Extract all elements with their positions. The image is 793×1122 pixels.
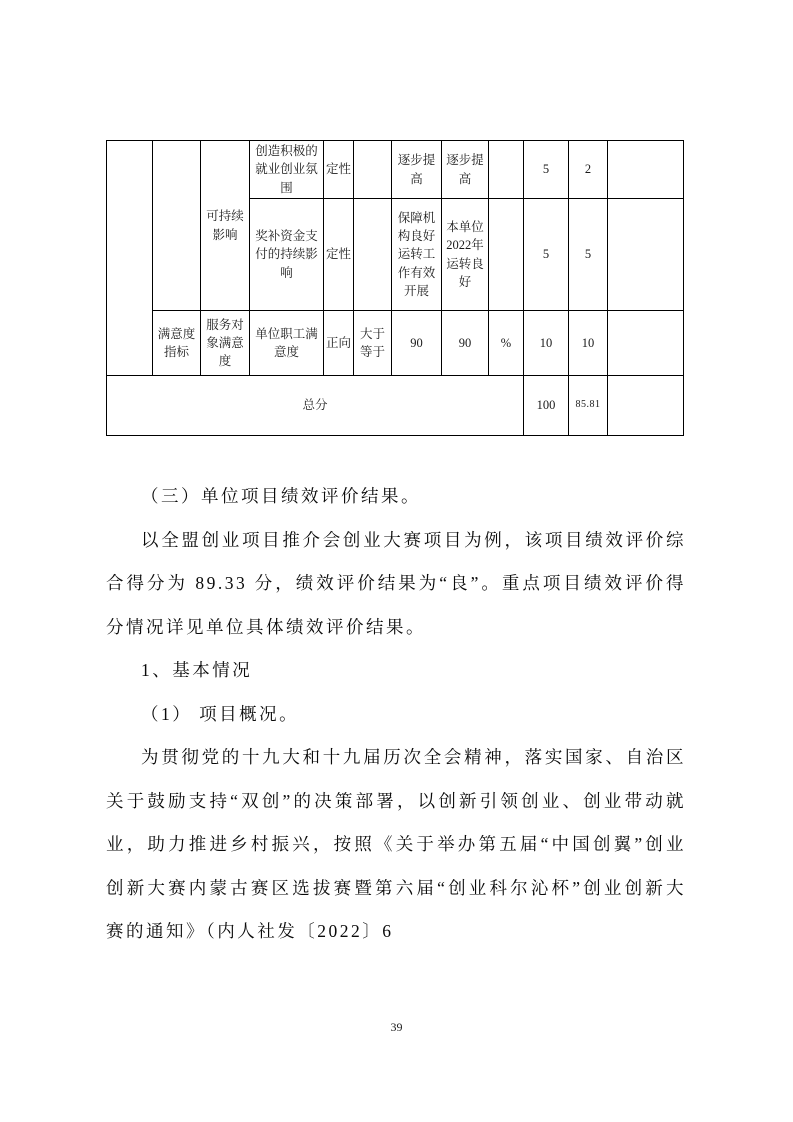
cell-service-group: 服务对象满意度 bbox=[201, 311, 250, 376]
cell-actual-satisfaction: 90 bbox=[442, 311, 489, 376]
cell-target-atmosphere: 逐步提高 bbox=[392, 141, 442, 199]
cell-criteria-satisfaction: 大于等于 bbox=[354, 311, 392, 376]
cell-total-score: 85.81 bbox=[569, 376, 608, 436]
cell-target-satisfaction: 90 bbox=[392, 311, 442, 376]
cell-direction-satisfaction: 正向 bbox=[324, 311, 354, 376]
cell-score-funds: 5 bbox=[569, 199, 608, 311]
cell-subcategory-empty bbox=[153, 141, 201, 311]
cell-note-atmosphere bbox=[608, 141, 684, 199]
project-overview-heading: （1） 项目概况。 bbox=[141, 703, 300, 724]
document-body bbox=[106, 475, 686, 954]
evaluation-result-paragraph: 以全盟创业项目推介会创业大赛项目为例，该项目绩效评价综合得分为 89.33 分，绩效评价结果为“良”。重点项目绩效评价得分情况详见单位具体绩效评价结果。 bbox=[106, 529, 686, 637]
cell-unit-satisfaction: % bbox=[489, 311, 524, 376]
cell-unit-atmosphere bbox=[489, 141, 524, 199]
cell-actual-funds: 本单位2022年运转良好 bbox=[442, 199, 489, 311]
cell-sustain-group: 可持续影响 bbox=[201, 141, 250, 311]
basic-info-heading: 1、基本情况 bbox=[141, 660, 253, 680]
project-background-paragraph: 为贯彻党的十九大和十九届历次全会精神，落实国家、自治区关于鼓励支持“双创”的决策部署，以创新引领创业、创业带动就业，助力推进乡村振兴，按照《关于举办第五届“中国创翼”创业创新大赛内蒙古赛区选拔赛暨第六届“创业科尔沁杯”创业创新大赛的通知》（内人社发〔2022〕6 bbox=[106, 747, 686, 941]
cell-indicator-atmosphere: 创造积极的就业创业氛围 bbox=[250, 141, 324, 199]
cell-indicator-satisfaction: 单位职工满意度 bbox=[250, 311, 324, 376]
cell-target-funds: 保障机构良好运转工作有效开展 bbox=[392, 199, 442, 311]
cell-category-empty bbox=[107, 141, 153, 376]
cell-weight-funds: 5 bbox=[524, 199, 569, 311]
cell-criteria-funds bbox=[354, 199, 392, 311]
performance-indicators-table bbox=[106, 140, 684, 436]
cell-weight-satisfaction: 10 bbox=[524, 311, 569, 376]
cell-criteria-atmosphere bbox=[354, 141, 392, 199]
cell-total-note bbox=[608, 376, 684, 436]
cell-indicator-funds: 奖补资金支付的持续影响 bbox=[250, 199, 324, 311]
cell-actual-atmosphere: 逐步提高 bbox=[442, 141, 489, 199]
cell-satisfaction-category: 满意度指标 bbox=[153, 311, 201, 376]
cell-weight-atmosphere: 5 bbox=[524, 141, 569, 199]
cell-unit-funds bbox=[489, 199, 524, 311]
cell-nature-funds: 定性 bbox=[324, 199, 354, 311]
cell-nature-atmosphere: 定性 bbox=[324, 141, 354, 199]
cell-note-funds bbox=[608, 199, 684, 311]
cell-note-satisfaction bbox=[608, 311, 684, 376]
cell-score-atmosphere: 2 bbox=[569, 141, 608, 199]
page-number: 39 bbox=[390, 1020, 403, 1034]
cell-score-satisfaction: 10 bbox=[569, 311, 608, 376]
section-heading: （三）单位项目绩效评价结果。 bbox=[141, 486, 421, 506]
cell-total-label: 总分 bbox=[107, 376, 524, 436]
cell-total-weight: 100 bbox=[524, 376, 569, 436]
